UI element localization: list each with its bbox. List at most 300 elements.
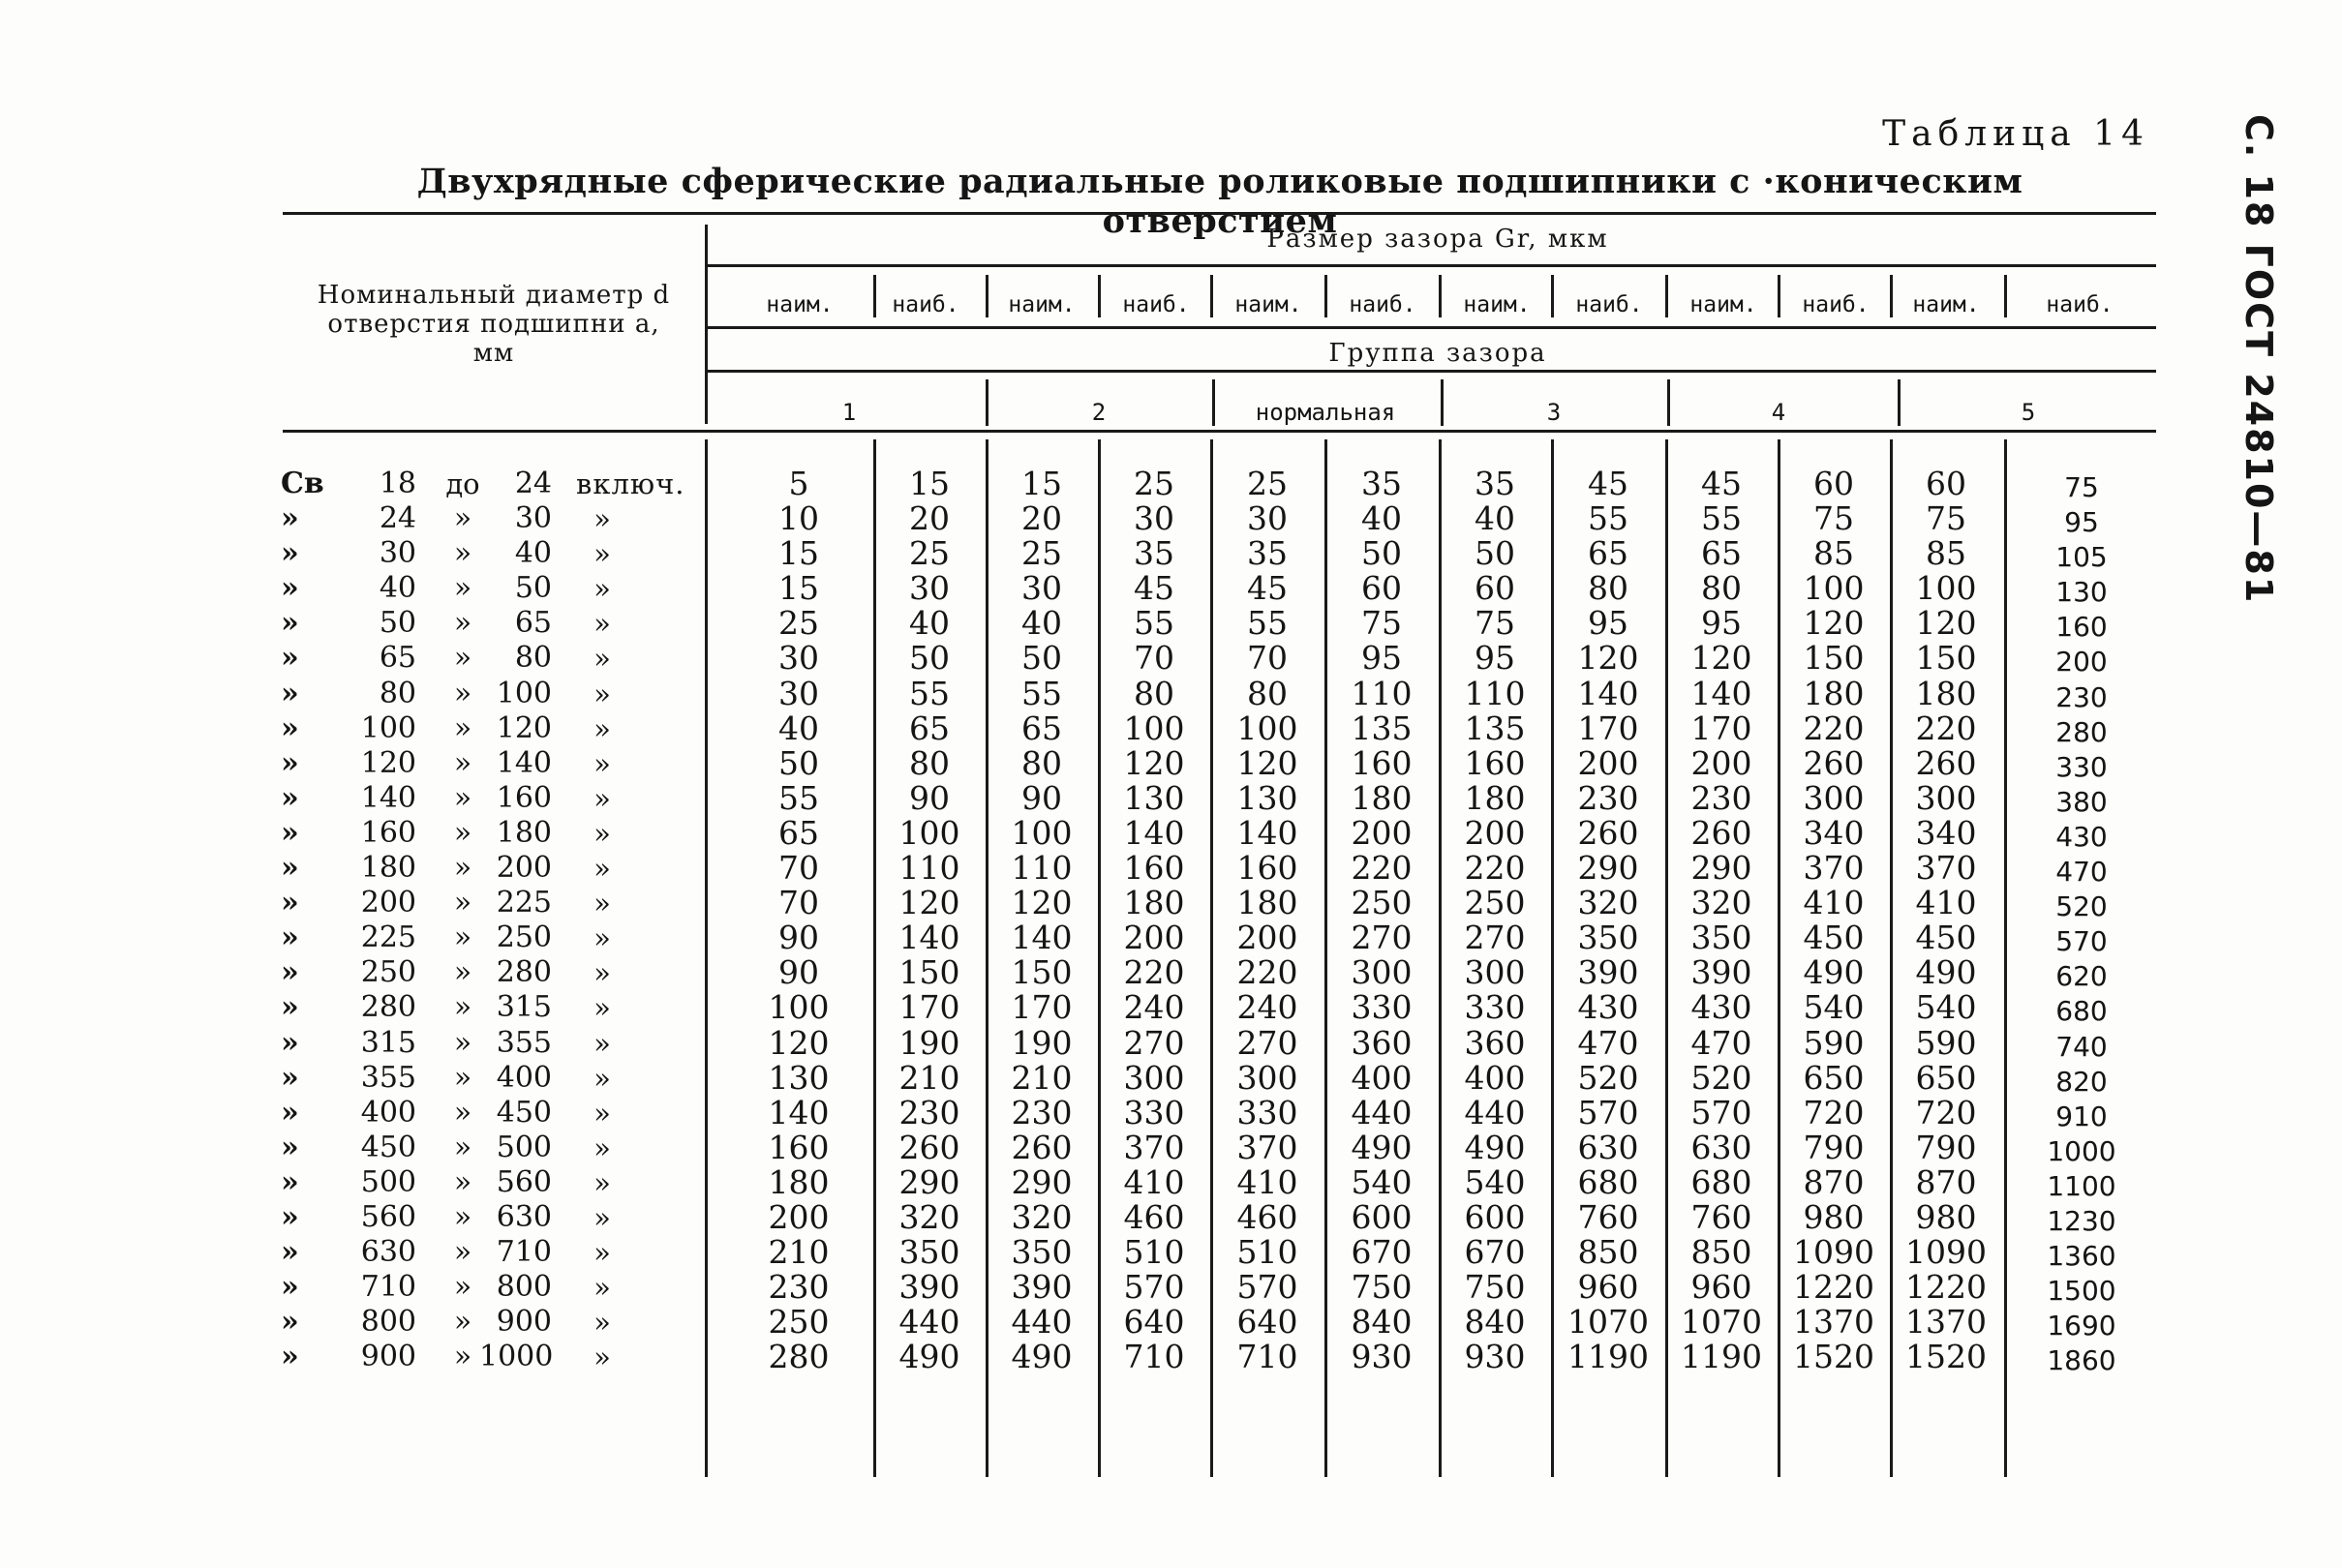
diameter-header-line: мм: [472, 339, 515, 368]
clearance-value: 110: [1351, 674, 1413, 712]
clearance-value: 40: [909, 604, 950, 643]
clearance-value: 260: [1577, 813, 1639, 852]
range-from: 140: [360, 780, 416, 815]
clearance-value: 250: [1351, 884, 1413, 922]
range-to: 140: [496, 745, 552, 780]
clearance-value: 130: [768, 1058, 830, 1097]
ditto-mark: »: [281, 1270, 299, 1305]
ditto-mark: »: [453, 641, 472, 676]
header-column-tick: [2004, 275, 2007, 317]
clearance-value: 95: [1588, 604, 1628, 643]
clearance-value: 330: [1351, 988, 1413, 1027]
ditto-mark: »: [281, 1340, 299, 1374]
clearance-value: 80: [1021, 743, 1062, 782]
clearance-value: 320: [1577, 884, 1639, 922]
ditto-mark: »: [281, 745, 299, 780]
clearance-value: 180: [1123, 884, 1185, 922]
ditto-mark: »: [593, 781, 612, 815]
clearance-value: 750: [1464, 1268, 1526, 1307]
clearance-value: 210: [768, 1233, 830, 1272]
clearance-value: 75: [1361, 604, 1402, 643]
ditto-mark: »: [453, 1270, 472, 1305]
clearance-value: 100: [1803, 569, 1865, 608]
ditto-mark: »: [281, 955, 299, 990]
clearance-value: 640: [1236, 1303, 1298, 1342]
clearance-value: 1000: [2047, 1134, 2116, 1167]
ditto-mark: »: [453, 1095, 472, 1130]
range-to: 250: [496, 920, 552, 955]
range-to: 355: [496, 1025, 552, 1060]
clearance-value: 180: [768, 1162, 830, 1201]
clearance-value: 240: [1236, 988, 1298, 1027]
range-from: 280: [360, 990, 416, 1025]
minmax-label: наим.: [1912, 292, 1980, 317]
clearance-value: 270: [1123, 1023, 1185, 1062]
clearance-value: 25: [1021, 534, 1062, 573]
table-row: [0, 778, 2342, 818]
clearance-value: 960: [1577, 1268, 1639, 1307]
ditto-mark: »: [453, 606, 472, 641]
clearance-value: 140: [1690, 674, 1752, 712]
clearance-value: 50: [778, 743, 819, 782]
range-from: 160: [360, 815, 416, 850]
clearance-value: 1190: [1567, 1338, 1649, 1376]
clearance-value: 360: [1351, 1023, 1413, 1062]
clearance-value: 790: [1915, 1128, 1977, 1166]
range-from: 50: [379, 606, 416, 641]
range-to: 100: [496, 676, 552, 710]
table-row: [0, 499, 2342, 539]
clearance-value: 520: [1577, 1058, 1639, 1097]
clearance-value: 510: [1123, 1233, 1185, 1272]
clearance-value: 75: [2064, 471, 2099, 503]
clearance-value: 750: [1351, 1268, 1413, 1307]
ditto-mark: »: [281, 1235, 299, 1270]
clearance-value: 180: [1464, 778, 1526, 817]
group-header: Группа зазора: [1328, 339, 1547, 368]
clearance-value: 30: [778, 639, 819, 678]
clearance-value: 200: [1690, 743, 1752, 782]
clearance-value: 55: [1134, 604, 1174, 643]
clearance-value: 50: [909, 639, 950, 678]
clearance-value: 210: [1011, 1058, 1073, 1097]
clearance-value: 410: [1803, 884, 1865, 922]
clearance-value: 230: [1577, 778, 1639, 817]
minmax-label: наиб.: [1575, 292, 1643, 317]
range-to: 560: [496, 1164, 552, 1199]
clearance-value: 70: [778, 849, 819, 888]
range-to: 450: [496, 1095, 552, 1130]
ditto-mark: »: [593, 956, 612, 990]
clearance-value: 70: [778, 884, 819, 922]
ditto-mark: »: [453, 851, 472, 886]
minmax-label: наиб.: [2046, 292, 2114, 317]
clearance-value: 30: [909, 569, 950, 608]
clearance-value: 410: [1123, 1162, 1185, 1201]
minmax-label: наиб.: [1122, 292, 1190, 317]
ditto-mark: »: [453, 1025, 472, 1060]
clearance-value: 60: [1361, 569, 1402, 608]
clearance-value: 460: [1236, 1197, 1298, 1236]
range-from: 400: [360, 1095, 416, 1130]
ditto-mark: »: [593, 816, 612, 850]
clearance-value: 260: [1803, 743, 1865, 782]
ditto-mark: »: [453, 536, 472, 571]
ditto-mark: »: [593, 1200, 612, 1234]
clearance-value: 260: [1011, 1128, 1073, 1166]
clearance-header: Размер зазора Gr, мкм: [1266, 225, 1609, 254]
clearance-value: 75: [1813, 499, 1854, 538]
ditto-mark: »: [453, 1235, 472, 1270]
table-row: [0, 884, 2342, 923]
clearance-value: 450: [1915, 919, 1977, 957]
clearance-value: 670: [1351, 1233, 1413, 1272]
range-from: 630: [360, 1235, 416, 1270]
clearance-value: 230: [2055, 680, 2108, 713]
clearance-value: 100: [1011, 813, 1073, 852]
clearance-value: 160: [1236, 849, 1298, 888]
clearance-value: 270: [1351, 919, 1413, 957]
clearance-value: 1370: [1905, 1303, 1987, 1342]
clearance-value: 490: [1351, 1128, 1413, 1166]
clearance-value: 490: [898, 1338, 960, 1376]
group-label: 4: [1771, 399, 1786, 426]
range-from: 800: [360, 1305, 416, 1340]
clearance-value: 230: [768, 1268, 830, 1307]
clearance-value: 320: [1690, 884, 1752, 922]
clearance-value: 200: [2055, 646, 2108, 678]
clearance-value: 1190: [1681, 1338, 1762, 1376]
clearance-rule: [707, 264, 2156, 267]
clearance-value: 95: [1701, 604, 1742, 643]
table-row: [0, 604, 2342, 644]
range-to: 400: [496, 1060, 552, 1095]
range-to: 80: [514, 641, 552, 676]
clearance-value: 45: [1247, 569, 1288, 608]
ditto-mark: »: [453, 501, 472, 536]
ditto-mark: »: [453, 1305, 472, 1340]
table-row: [0, 1268, 2342, 1308]
clearance-value: 65: [1021, 709, 1062, 747]
clearance-value: 55: [1021, 674, 1062, 712]
clearance-value: 120: [898, 884, 960, 922]
clearance-value: 25: [1134, 465, 1174, 502]
clearance-value: 170: [1011, 988, 1073, 1027]
clearance-value: 430: [2055, 820, 2108, 853]
clearance-value: 280: [768, 1338, 830, 1376]
clearance-value: 260: [898, 1128, 960, 1166]
clearance-value: 440: [1011, 1303, 1073, 1342]
range-to: 30: [514, 501, 552, 536]
group-rule: [707, 370, 2156, 373]
clearance-value: 40: [1475, 499, 1515, 538]
ditto-mark: »: [281, 1164, 299, 1199]
clearance-value: 90: [778, 919, 819, 957]
table-row: [0, 1305, 2342, 1340]
clearance-value: 170: [1577, 709, 1639, 747]
group-label: 1: [841, 399, 857, 426]
clearance-value: 35: [1475, 465, 1515, 502]
ditto-mark: »: [453, 745, 472, 780]
clearance-value: 320: [1011, 1197, 1073, 1236]
clearance-value: 190: [898, 1023, 960, 1062]
clearance-value: 1860: [2047, 1344, 2116, 1377]
clearance-value: 850: [1690, 1233, 1752, 1272]
ditto-mark: »: [453, 955, 472, 990]
ditto-mark: »: [281, 536, 299, 571]
clearance-value: 1500: [2047, 1275, 2116, 1308]
clearance-value: 25: [778, 604, 819, 643]
ditto-mark: »: [453, 1060, 472, 1095]
clearance-value: 620: [2055, 960, 2108, 993]
clearance-value: 130: [1236, 778, 1298, 817]
clearance-value: 870: [1915, 1162, 1977, 1201]
clearance-value: 1520: [1793, 1338, 1874, 1376]
clearance-value: 60: [1926, 465, 1966, 502]
clearance-value: 760: [1690, 1197, 1752, 1236]
clearance-value: 150: [1915, 639, 1977, 678]
clearance-value: 25: [1247, 465, 1288, 502]
clearance-value: 160: [1464, 743, 1526, 782]
table-body: [0, 465, 2342, 1377]
clearance-value: 90: [1021, 778, 1062, 817]
clearance-value: 200: [768, 1197, 830, 1236]
ditto-mark: »: [281, 1305, 299, 1340]
table-row: [0, 988, 2342, 1028]
table-label: Таблица 14: [1882, 114, 2149, 154]
clearance-value: 90: [778, 953, 819, 992]
clearance-value: 20: [1021, 499, 1062, 538]
range-from: 500: [360, 1164, 416, 1199]
ditto-mark: »: [593, 572, 612, 606]
ditto-mark: »: [593, 887, 612, 920]
range-to: 160: [496, 780, 552, 815]
clearance-value: 135: [1464, 709, 1526, 747]
clearance-value: 55: [778, 778, 819, 817]
clearance-value: 220: [1915, 709, 1977, 747]
clearance-value: 230: [1011, 1093, 1073, 1131]
range-to: 50: [514, 571, 552, 606]
clearance-value: 45: [1588, 465, 1628, 502]
ditto-mark: »: [593, 1306, 612, 1340]
ditto-mark: »: [593, 921, 612, 955]
table-row: [0, 1128, 2342, 1167]
clearance-value: 330: [1123, 1093, 1185, 1131]
clearance-value: 1070: [1567, 1303, 1649, 1342]
ditto-mark: »: [281, 815, 299, 850]
clearance-value: 850: [1577, 1233, 1639, 1272]
clearance-value: 1370: [1793, 1303, 1874, 1342]
ditto-mark: »: [593, 677, 612, 710]
range-from: 65: [379, 641, 416, 676]
clearance-value: 100: [768, 988, 830, 1027]
clearance-value: 180: [1803, 674, 1865, 712]
ditto-mark: »: [593, 852, 612, 886]
clearance-value: 740: [2055, 1030, 2108, 1063]
range-from: 315: [360, 1025, 416, 1060]
range-to: 800: [496, 1270, 552, 1305]
range-from: 40: [379, 571, 416, 606]
clearance-value: 450: [1803, 919, 1865, 957]
clearance-value: 840: [1351, 1303, 1413, 1342]
table-row: [0, 1023, 2342, 1063]
clearance-value: 300: [1123, 1058, 1185, 1097]
clearance-value: 270: [1236, 1023, 1298, 1062]
clearance-value: 1220: [1793, 1268, 1874, 1307]
minmax-label: наим.: [1463, 292, 1531, 317]
range-from: 100: [360, 710, 416, 745]
range-incl: включ.: [576, 467, 685, 500]
stub-divider: [705, 225, 708, 424]
ditto-mark: »: [281, 501, 299, 536]
range-from: 250: [360, 955, 416, 990]
range-to: 40: [514, 536, 552, 571]
clearance-value: 30: [1021, 569, 1062, 608]
clearance-value: 15: [778, 569, 819, 608]
group-label: 5: [2021, 399, 2036, 426]
clearance-value: 80: [909, 743, 950, 782]
clearance-value: 85: [1926, 534, 1966, 573]
clearance-value: 670: [1464, 1233, 1526, 1272]
clearance-value: 590: [1803, 1023, 1865, 1062]
table-row: [0, 743, 2342, 783]
clearance-value: 40: [778, 709, 819, 747]
ditto-mark: »: [593, 642, 612, 676]
ditto-mark: »: [281, 676, 299, 710]
clearance-value: 470: [2055, 856, 2108, 889]
ditto-mark: »: [281, 1199, 299, 1234]
clearance-value: 260: [1690, 813, 1752, 852]
ditto-mark: »: [281, 606, 299, 641]
clearance-value: 260: [1915, 743, 1977, 782]
clearance-value: 300: [1351, 953, 1413, 992]
clearance-value: 340: [1915, 813, 1977, 852]
clearance-value: 5: [788, 465, 809, 502]
ditto-mark: »: [593, 1061, 612, 1095]
clearance-value: 230: [1690, 778, 1752, 817]
minmax-label: наим.: [1008, 292, 1076, 317]
clearance-value: 140: [898, 919, 960, 957]
clearance-value: 200: [1577, 743, 1639, 782]
ditto-mark: »: [593, 1096, 612, 1130]
minmax-label: наим.: [1234, 292, 1302, 317]
range-prefix: Св: [281, 467, 324, 500]
clearance-value: 170: [1690, 709, 1752, 747]
range-from: 18: [379, 467, 416, 500]
ditto-mark: »: [281, 851, 299, 886]
clearance-value: 45: [1701, 465, 1742, 502]
diameter-header-line: отверстия подшипни а,: [327, 310, 660, 339]
clearance-value: 55: [1247, 604, 1288, 643]
clearance-value: 540: [1351, 1162, 1413, 1201]
clearance-value: 40: [1361, 499, 1402, 538]
clearance-value: 460: [1123, 1197, 1185, 1236]
clearance-value: 200: [1351, 813, 1413, 852]
clearance-value: 570: [1690, 1093, 1752, 1131]
clearance-value: 240: [1123, 988, 1185, 1027]
ditto-mark: »: [281, 571, 299, 606]
clearance-value: 60: [1813, 465, 1854, 502]
clearance-value: 35: [1134, 534, 1174, 573]
range-from: 30: [379, 536, 416, 571]
clearance-value: 400: [1464, 1058, 1526, 1097]
clearance-value: 380: [2055, 785, 2108, 818]
clearance-value: 140: [1011, 919, 1073, 957]
clearance-value: 180: [1236, 884, 1298, 922]
clearance-value: 350: [1577, 919, 1639, 957]
ditto-mark: »: [281, 1130, 299, 1164]
clearance-value: 720: [1803, 1093, 1865, 1131]
ditto-mark: »: [593, 711, 612, 745]
ditto-mark: »: [453, 780, 472, 815]
clearance-value: 85: [1813, 534, 1854, 573]
table-row: [0, 674, 2342, 713]
clearance-value: 570: [2055, 925, 2108, 958]
clearance-value: 170: [898, 988, 960, 1027]
clearance-value: 820: [2055, 1065, 2108, 1098]
clearance-value: 490: [1464, 1128, 1526, 1166]
clearance-value: 160: [1123, 849, 1185, 888]
clearance-value: 710: [1123, 1338, 1185, 1376]
page-title: Двухрядные сферические радиальные роликовые подшипники с ·коническим отверстием: [416, 162, 2023, 241]
clearance-value: 440: [1351, 1093, 1413, 1131]
clearance-value: 20: [909, 499, 950, 538]
range-to: 200: [496, 851, 552, 886]
clearance-value: 290: [1577, 849, 1639, 888]
clearance-value: 490: [1011, 1338, 1073, 1376]
clearance-value: 110: [1011, 849, 1073, 888]
clearance-value: 870: [1803, 1162, 1865, 1201]
clearance-value: 1220: [1905, 1268, 1987, 1307]
clearance-value: 410: [1236, 1162, 1298, 1201]
clearance-value: 430: [1690, 988, 1752, 1027]
clearance-value: 1230: [2047, 1204, 2116, 1237]
clearance-value: 65: [1588, 534, 1628, 573]
clearance-value: 200: [1236, 919, 1298, 957]
running-head: С. 18 ГОСТ 24810—81: [2237, 114, 2280, 605]
clearance-value: 150: [898, 953, 960, 992]
range-from: 225: [360, 920, 416, 955]
clearance-value: 160: [2055, 611, 2108, 644]
clearance-value: 50: [1021, 639, 1062, 678]
ditto-mark: »: [281, 1025, 299, 1060]
range-to: 24: [514, 467, 552, 500]
clearance-value: 330: [2055, 750, 2108, 783]
clearance-value: 135: [1351, 709, 1413, 747]
clearance-value: 570: [1236, 1268, 1298, 1307]
clearance-value: 80: [1588, 569, 1628, 608]
clearance-value: 710: [1236, 1338, 1298, 1376]
clearance-value: 440: [898, 1303, 960, 1342]
clearance-value: 390: [898, 1268, 960, 1307]
clearance-value: 600: [1351, 1197, 1413, 1236]
clearance-value: 220: [1351, 849, 1413, 888]
ditto-mark: »: [453, 1130, 472, 1164]
ditto-mark: »: [281, 990, 299, 1025]
ditto-mark: »: [281, 886, 299, 920]
ditto-mark: »: [593, 746, 612, 780]
clearance-value: 130: [1123, 778, 1185, 817]
clearance-value: 110: [1464, 674, 1526, 712]
clearance-value: 680: [2055, 995, 2108, 1028]
clearance-value: 80: [1247, 674, 1288, 712]
ditto-mark: »: [453, 1164, 472, 1199]
ditto-mark: »: [593, 1236, 612, 1270]
clearance-value: 370: [1803, 849, 1865, 888]
table-row: [0, 813, 2342, 853]
ditto-mark: »: [281, 641, 299, 676]
ditto-mark: »: [593, 1131, 612, 1164]
